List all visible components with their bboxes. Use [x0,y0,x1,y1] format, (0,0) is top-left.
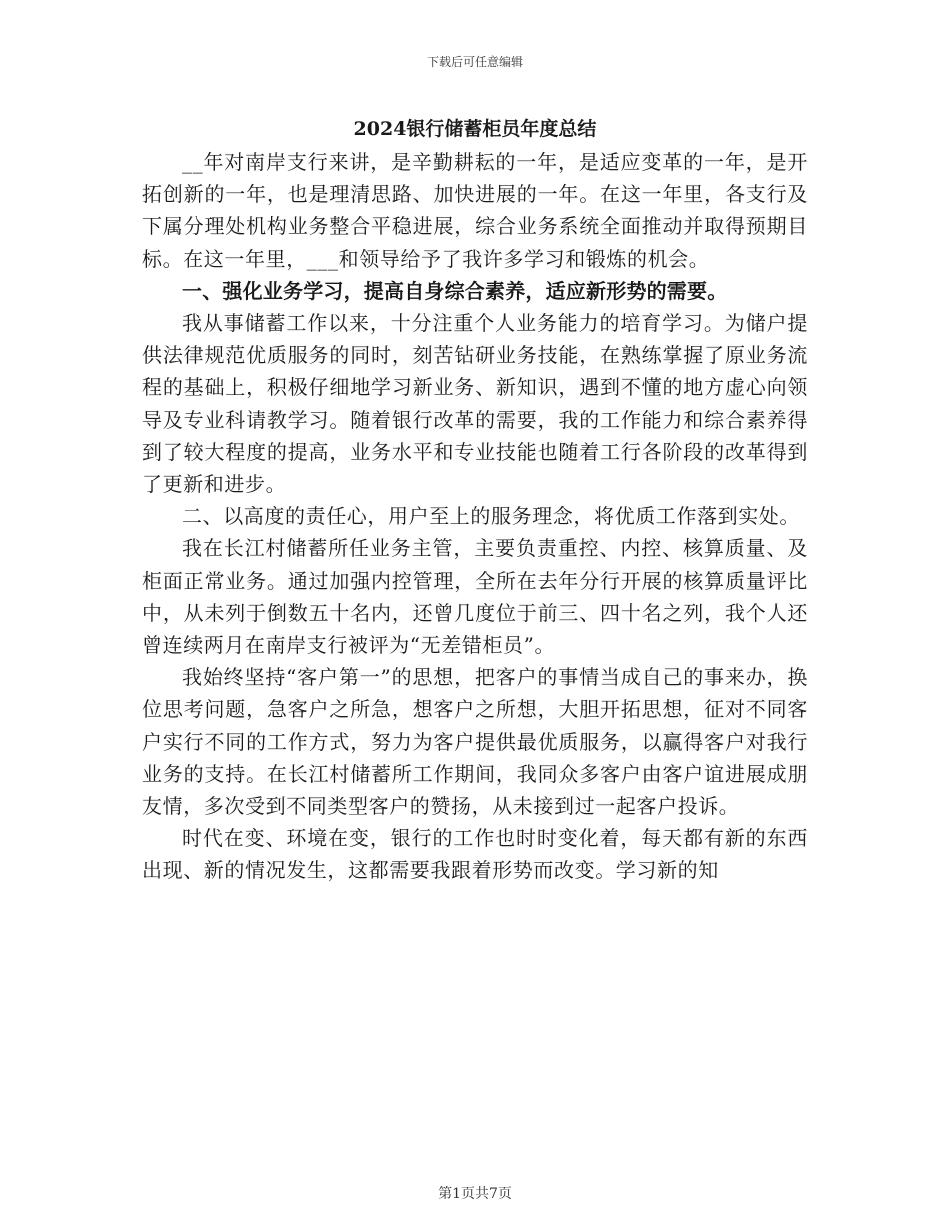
document-body [142,146,808,887]
paragraph-study: 我从事储蓄工作以来，十分注重个人业务能力的培育学习。为储户提供法律规范优质服务的同时，刻苦钻研业务技能，在熟练掌握了原业务流程的基础上，积极仔细地学习新业务、新知识，遇到不懂的地方虚心向领导及专业科请教学习。随着银行改革的需要，我的工作能力和综合素养得到了较大程度的提高，业务水平和专业技能也随着工行各阶段的改革得到了更新和进步。 [142,311,808,497]
paragraph-customer-first: 我始终坚持“客户第一”的思想，把客户的事情当成自己的事来办，换位思考问题，急客户之所急，想客户之所想，大胆开拓思想，征对不同客户实行不同的工作方式，努力为客户提供最优质服务，以赢得客户对我行业务的支持。在长江村储蓄所工作期间，我同众多客户由客户谊进展成朋友情，多次受到不同类型客户的赞扬，从未接到过一起客户投诉。 [142,665,808,819]
section-heading-1: 一、强化业务学习，提高自身综合素养，适应新形势的需要。 [182,278,728,303]
document-title: 2024银行储蓄柜员年度总结 [353,118,597,140]
paragraph-changing-times: 时代在变、环境在变，银行的工作也时时变化着，每天都有新的东西出现、新的情况发生，这都需要我跟着形势而改变。学习新的知 [142,826,808,883]
page-number: 第1页共7页 [438,1186,512,1202]
page-header-note: 下载后可任意编辑 [426,55,523,69]
section-heading-2: 二、以高度的责任心，用户至上的服务理念，将优质工作落到实处。 [182,504,800,529]
paragraph-supervisor: 我在长江村储蓄所任业务主管，主要负责重控、内控、核算质量、及柜面正常业务。通过加强内控管理，全所在去年分行开展的核算质量评比中，从未列于倒数五十名内，还曾几度位于前三、四十名之列，我个人还曾连续两月在南岸支行被评为“无差错柜员”。 [142,536,808,658]
paragraph-intro: __年对南岸支行来讲，是辛勤耕耘的一年，是适应变革的一年，是开拓创新的一年，也是理清思路、加快进展的一年。在这一年里，各支行及下属分理处机构业务整合平稳进展，综合业务系统全面推动并取得预期目标。在这一年里，___和领导给予了我许多学习和锻炼的机会。 [142,150,808,271]
